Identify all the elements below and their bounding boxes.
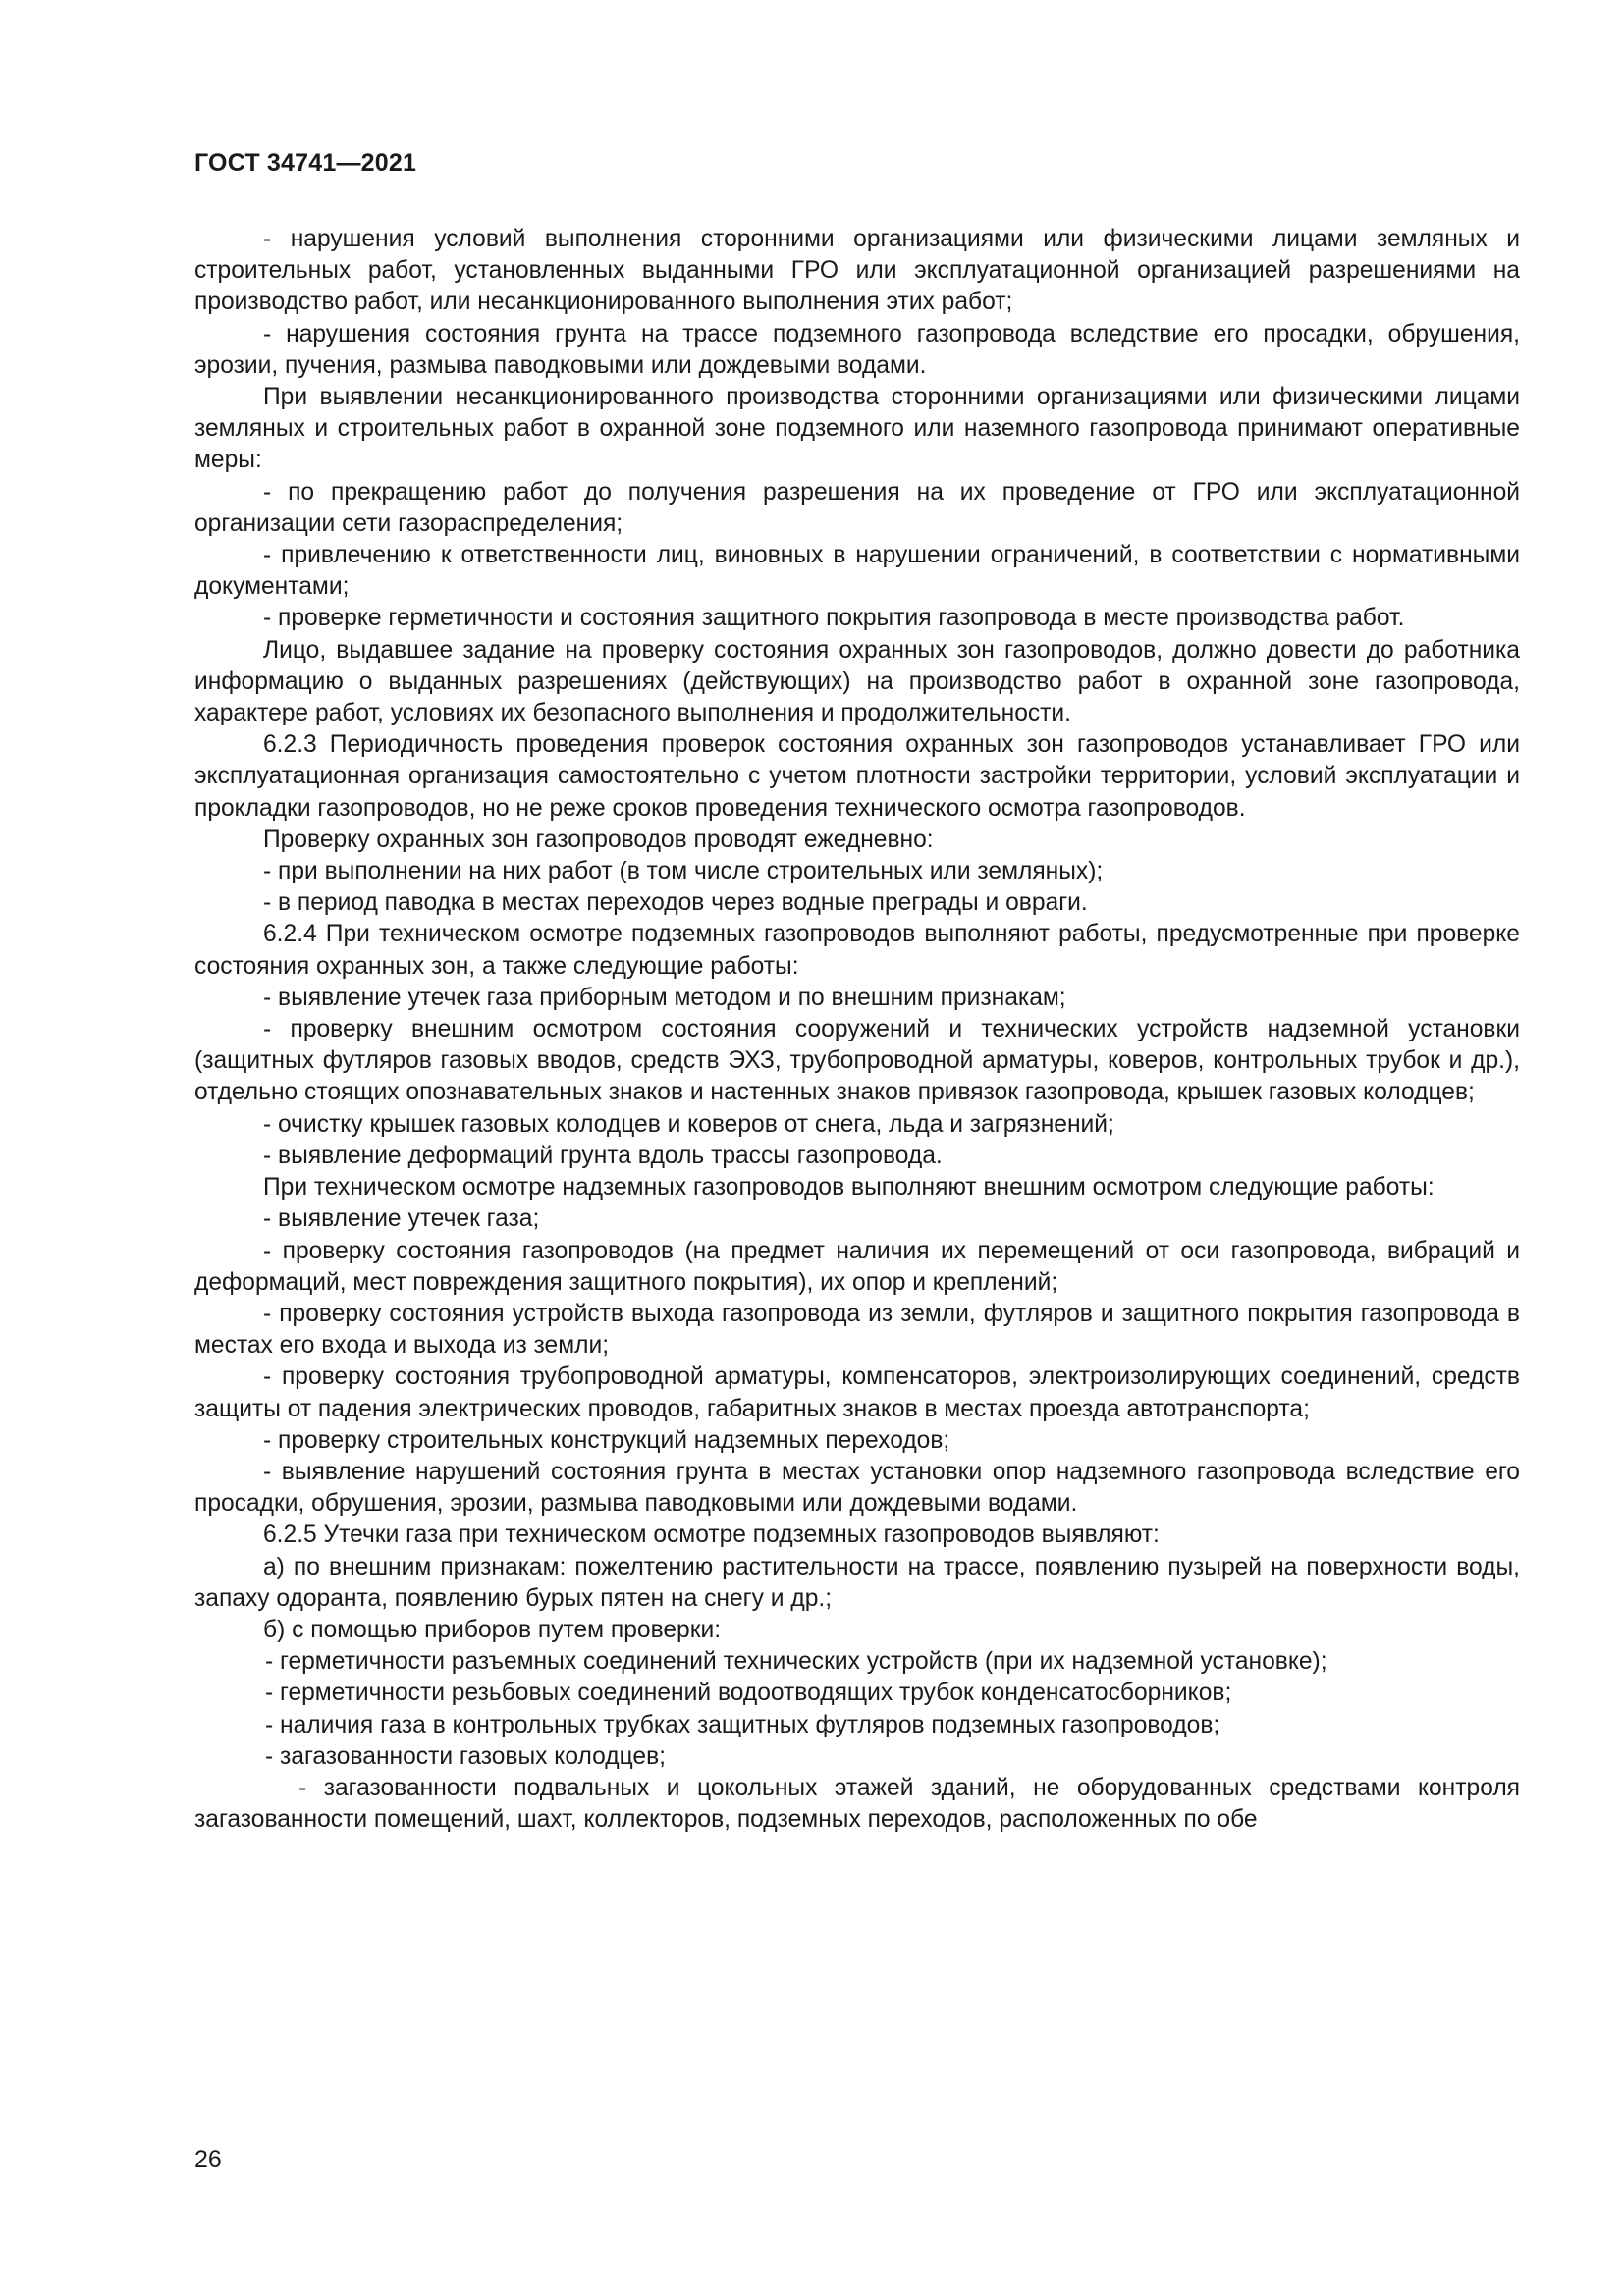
section-paragraph-6-2-3: 6.2.3 Периодичность проведения проверок состояния охранных зон газопроводов устанавливает ГРО или эксплуатационная организация самостоятельно с учетом плотности застройки территории, условий эксплуатации и прокладки газопроводов, но не реже сроков проведения технического осмотра газопроводов. (194, 731, 1520, 822)
document-body (194, 224, 1520, 1836)
page-number: 26 (194, 2146, 222, 2173)
section-paragraph-6-2-5: 6.2.5 Утечки газа при техническом осмотре подземных газопроводов выявляют: (263, 1522, 1160, 1549)
sub-list-item: - герметичности разъемных соединений технических устройств (при их надземной установке); (265, 1648, 1327, 1676)
paragraph: - проверке герметичности и состояния защитного покрытия газопровода в месте производства работ. (263, 605, 1405, 632)
document-code-header: ГОСТ 34741—2021 (194, 149, 417, 177)
paragraph: - проверку состояния газопроводов (на предмет наличия их перемещений от оси газопровода, вибраций и деформаций, мест повреждения защитного покрытия), их опор и креплений; (194, 1237, 1520, 1296)
paragraph: - выявление нарушений состояния грунта в местах установки опор надземного газопровода вследствие его просадки, обрушения, эрозии, размыва паводковыми или дождевыми водами. (194, 1458, 1520, 1518)
sub-list-item: - загазованности газовых колодцев; (265, 1742, 666, 1770)
paragraph: При техническом осмотре надземных газопроводов выполняют внешним осмотром следующие работы: (263, 1174, 1435, 1201)
sub-list-item: - наличия газа в контрольных трубках защитных футляров подземных газопроводов; (265, 1711, 1220, 1738)
paragraph: - проверку внешним осмотром состояния сооружений и технических устройств надземной установки (защитных футляров газовых вводов, средств ЭХЗ, трубопроводной арматуры, коверов, контрольных трубок и др.), отдельно стоящих опознавательных знаков и настенных знаков привязок газопровода, крышек газовых колодцев; (194, 1016, 1520, 1106)
sub-list-item: - загазованности подвальных и цокольных этажей зданий, не оборудованных средствами контроля загазованности помещений, шахт, коллекторов, подземных переходов, расположенных по обе (194, 1774, 1520, 1834)
paragraph: - выявление деформаций грунта вдоль трассы газопровода. (263, 1142, 943, 1169)
list-item-b: б) с помощью приборов путем проверки: (263, 1616, 722, 1643)
paragraph: При выявлении несанкционированного производства сторонними организациями или физическими лицами земляных и строительных работ в охранной зоне подземного или наземного газопровода принимают оперативные меры: (194, 384, 1520, 474)
paragraph: - привлечению к ответственности лиц, виновных в нарушении ограничений, в соответствии с нормативными документами; (194, 542, 1520, 601)
paragraph: - проверку строительных конструкций надземных переходов; (263, 1426, 950, 1454)
section-paragraph-6-2-4: 6.2.4 При техническом осмотре подземных газопроводов выполняют работы, предусмотренные при проверке состояния охранных зон, а также следующие работы: (194, 921, 1520, 980)
paragraph: - по прекращению работ до получения разрешения на их проведение от ГРО или эксплуатационной организации сети газораспределения; (194, 478, 1520, 537)
paragraph: - нарушения состояния грунта на трассе подземного газопровода вследствие его просадки, обрушения, эрозии, пучения, размыва паводковыми или дождевыми водами. (194, 320, 1520, 379)
paragraph: - проверку состояния трубопроводной арматуры, компенсаторов, электроизолирующих соединений, средств защиты от падения электрических проводов, габаритных знаков в местах проезда автотранспорта; (194, 1363, 1520, 1422)
paragraph: - проверку состояния устройств выхода газопровода из земли, футляров и защитного покрытия газопровода в местах его входа и выхода из земли; (194, 1300, 1520, 1360)
paragraph: Лицо, выдавшее задание на проверку состояния охранных зон газопроводов, должно довести до работника информацию о выданных разрешениях (действующих) на производство работ в охранной зоне газопровода, характере работ, условиях их безопасного выполнения и продолжительности. (194, 636, 1520, 727)
paragraph: - выявление утечек газа приборным методом и по внешним признакам; (263, 984, 1066, 1011)
paragraph: - нарушения условий выполнения сторонними организациями или физическими лицами земляных и строительных работ, установленных выданными ГРО или эксплуатационной организацией разрешениями на производство работ, или несанкционированного выполнения этих работ; (194, 226, 1520, 316)
paragraph: - очистку крышек газовых колодцев и коверов от снега, льда и загрязнений; (263, 1110, 1114, 1138)
sub-list-item: - герметичности резьбовых соединений водоотводящих трубок конденсатосборников; (265, 1680, 1232, 1707)
paragraph: - в период паводка в местах переходов через водные преграды и овраги. (263, 889, 1088, 917)
list-item-a: а) по внешним признакам: пожелтению растительности на трассе, появлению пузырей на поверхности воды, запаху одоранта, появлению бурых пятен на снегу и др.; (194, 1553, 1520, 1612)
paragraph: Проверку охранных зон газопроводов проводят ежедневно: (263, 826, 934, 853)
paragraph: - при выполнении на них работ (в том числе строительных или земляных); (263, 858, 1104, 885)
paragraph: - выявление утечек газа; (263, 1205, 540, 1233)
